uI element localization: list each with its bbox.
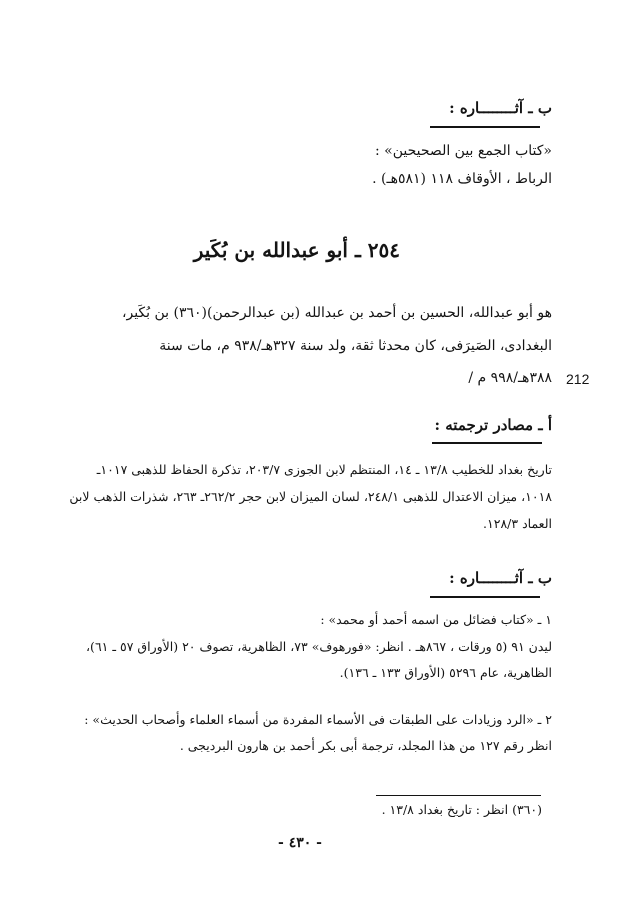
works-2-item-1-line-3: الظاهرية، عام ٥٢٩٦ (الأوراق ١٣٣ ـ ١٣٦). — [339, 665, 552, 680]
entry-title: ٢٥٤ ـ أبو عبدالله بن بُكَير — [193, 238, 400, 262]
works-1-line-2: الرباط ، الأوقاف ١١٨ (٥٨١هـ) . — [372, 171, 552, 187]
works-2-item-1-line-2: ليدن ٩١ (٥ ورقات ، ٨٦٧هـ . انظر: «فورهوف» ٧٣، الظاهرية، تصوف ٢٠ (الأوراق ٥٧ ـ ٦١)، — [86, 639, 552, 654]
bio-line-1: هو أبو عبدالله، الحسين بن أحمد بن عبدالله (بن عبدالرحمن)(٣٦٠) بن بُكَير، — [121, 305, 552, 321]
works-2-item-1-title: ١ ـ «كتاب فضائل من اسمه أحمد أو محمد» : — [320, 612, 552, 627]
works-2-item-2-line-2: انظر رقم ١٢٧ من هذا المجلد، ترجمة أبى بكر أحمد بن هارون البرديجى . — [179, 738, 552, 753]
margin-page-number: 212 — [566, 371, 590, 387]
sources-line-1: تاريخ بغداد للخطيب ١٣/٨ ـ ١٤، المنتظم لابن الجوزى ٢٠٣/٧، تذكرة الحفاظ للذهبى ١٠١٧ـ — [96, 462, 552, 477]
bio-line-3: ٣٨٨هـ/٩٩٨ م / — [468, 370, 552, 386]
sources-line-2: ١٠١٨، ميزان الاعتدال للذهبى ٢٤٨/١، لسان الميزان لابن حجر ٢٦٢/٢ـ ٢٦٣، شذرات الذهب لابن — [69, 489, 552, 504]
footnote: (٣٦٠) انظر : تاريخ بغداد ١٣/٨ . — [381, 802, 542, 817]
sources-line-3: العماد ١٢٨/٣. — [483, 516, 552, 531]
section-heading-works-1: ب ـ آثــــــــاره : — [449, 99, 552, 117]
section-heading-works-2: ب ـ آثــــــــاره : — [449, 569, 552, 587]
heading-underline-1 — [430, 126, 540, 128]
works-1-line-1: «كتاب الجمع بين الصحيحين» : — [375, 143, 552, 159]
section-heading-sources: أ ـ مصادر ترجمته : — [434, 416, 552, 434]
works-2-item-2-title: ٢ ـ «الرد وزيادات على الطبقات فى الأسماء المفردة من أسماء العلماء وأصحاب الحديث» : — [84, 712, 552, 727]
heading-underline-2 — [430, 596, 540, 598]
footnote-separator — [376, 795, 541, 796]
heading-underline-sources — [432, 442, 542, 444]
bio-line-2: البغدادى، الصَيرَفى، كان محدثا ثقة، ولد سنة ٣٢٧هـ/٩٣٨ م، مات سنة — [159, 338, 552, 354]
page-number: - ٤٣٠ - — [278, 835, 322, 851]
